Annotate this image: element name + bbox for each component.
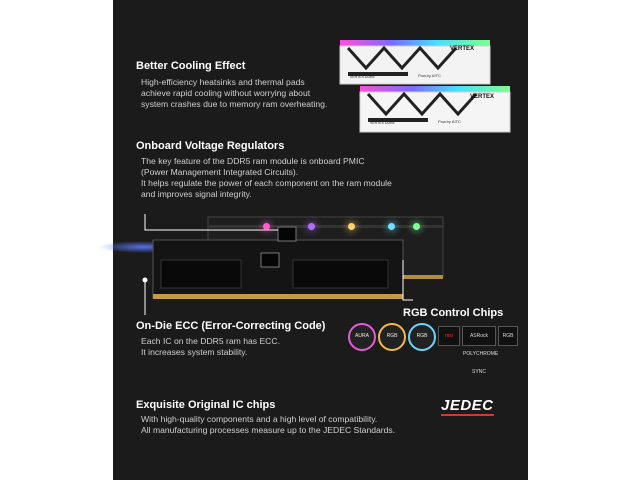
feature-panel bbox=[113, 0, 528, 480]
rgb-led bbox=[388, 223, 395, 230]
rgb-sync-icon: RGB bbox=[498, 326, 518, 346]
voltage-title: Onboard Voltage Regulators bbox=[136, 140, 285, 152]
ic-description: With high-quality components and a high level of compatibility. All manufacturing processes measure up to the JEDEC Standards. bbox=[141, 414, 396, 435]
model-text-front: VERTEX DDR5 bbox=[370, 121, 395, 125]
cooling-title: Better Cooling Effect bbox=[136, 60, 246, 72]
rgb-led bbox=[348, 223, 355, 230]
aura-sync-icon: AURA bbox=[348, 323, 376, 351]
voltage-description: The key feature of the DDR5 ram module is onboard PMIC (Power Management Integrated Circuits). It helps regulate the power of each component on the ram module and improves signal integrity. bbox=[141, 156, 392, 199]
rgb-led bbox=[413, 223, 420, 230]
msi-logo-icon: msi bbox=[438, 326, 460, 346]
powered-by-back: Pow.by AITC bbox=[418, 73, 441, 78]
ecc-description: Each IC on the DDR5 ram has ECC. It increases system stability. bbox=[141, 336, 280, 357]
cooling-description: High-efficiency heatsinks and thermal pads achieve rapid cooling without worrying about system crashes due to memory ram overheating. bbox=[141, 77, 328, 109]
rgb-ring-icon: RGB bbox=[408, 323, 436, 351]
vertex-brand-label: VERTEX bbox=[450, 46, 475, 52]
jedec-logo: JEDEC bbox=[441, 397, 494, 414]
rgb-led bbox=[308, 223, 315, 230]
vertex-brand-label-front: VERTEX bbox=[470, 94, 495, 100]
ic-title: Exquisite Original IC chips bbox=[136, 399, 276, 411]
rgb-led bbox=[263, 223, 270, 230]
model-text-back: VERTEX DDR5 bbox=[350, 75, 375, 79]
ecc-title: On-Die ECC (Error-Correcting Code) bbox=[136, 320, 326, 332]
ram-heatsink-image bbox=[338, 38, 518, 138]
asrock-polychrome-icon: ASRock POLYCHROME SYNC bbox=[462, 326, 496, 346]
rgb-logo-row bbox=[348, 323, 518, 375]
powered-by-front: Pow.by AITC bbox=[438, 119, 461, 124]
ddr5-pcb-image bbox=[113, 205, 528, 310]
rgb-title: RGB Control Chips bbox=[403, 307, 504, 319]
rgb-fusion-icon: RGB bbox=[378, 323, 406, 351]
